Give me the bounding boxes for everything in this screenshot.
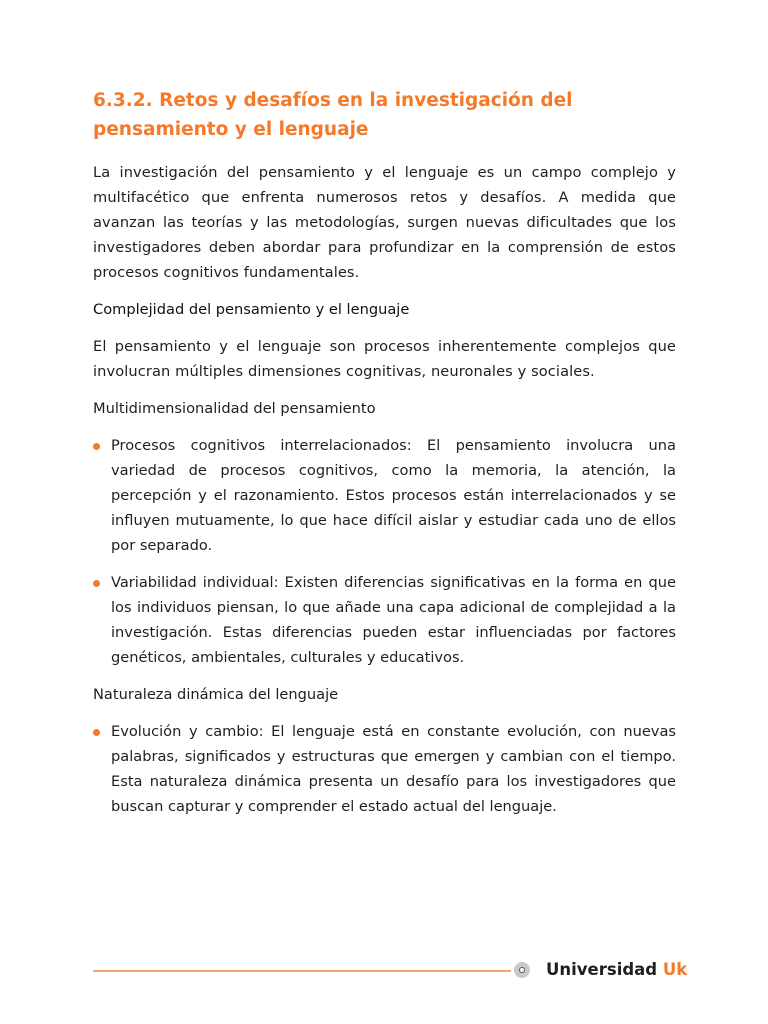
- bullet-dot-icon: [93, 729, 100, 736]
- list-item: [93, 433, 676, 558]
- multidimensionalidad-list: [93, 433, 676, 670]
- list-item: [93, 719, 676, 819]
- bullet-dot-icon: [93, 443, 100, 450]
- naturaleza-list: [93, 719, 676, 819]
- footer-divider: [93, 970, 511, 972]
- section-heading: 6.3.2. Retos y desafíos en la investigación del pensamiento y el lenguaje: [93, 90, 573, 140]
- complejidad-paragraph: El pensamiento y el lenguaje son procesos inherentemente complejos que involucran múltiples dimensiones cognitivas, neuronales y sociales.: [93, 338, 676, 380]
- circle-logo-icon: [514, 962, 530, 978]
- subheading-naturaleza: Naturaleza dinámica del lenguaje: [93, 686, 339, 703]
- document-page: [93, 86, 676, 831]
- page-footer: [93, 958, 688, 984]
- list-item: [93, 570, 676, 670]
- brand-accent: Uk: [662, 960, 688, 979]
- subheading-complejidad: Complejidad del pensamiento y el lenguaje: [93, 301, 410, 318]
- intro-paragraph: La investigación del pensamiento y el lenguaje es un campo complejo y multifacético que enfrenta numerosos retos y desafíos. A medida que avanzan las teorías y las metodologías, surgen nuevas dificultades que los investigadores deben abordar para profundizar en la comprensión de estos procesos cognitivos fundamentales.: [93, 164, 676, 281]
- list-item-text: Procesos cognitivos interrelacionados: El pensamiento involucra una variedad de procesos cognitivos, como la memoria, la atención, la percepción y el razonamiento. Estos procesos están interrelacionados y se influyen mutuamente, lo que hace difícil aislar y estudiar cada uno de ellos por separado.: [111, 437, 676, 554]
- bullet-dot-icon: [93, 580, 100, 587]
- subheading-multidimensionalidad: Multidimensionalidad del pensamiento: [93, 400, 376, 417]
- list-item-text: Evolución y cambio: El lenguaje está en constante evolución, con nuevas palabras, significados y estructuras que emergen y cambian con el tiempo. Esta naturaleza dinámica presenta un desafío para los investigadores que buscan capturar y comprender el estado actual del lenguaje.: [111, 723, 676, 815]
- brand-logo: [546, 958, 687, 982]
- list-item-text: Variabilidad individual: Existen diferencias significativas en la forma en que los individuos piensan, lo que añade una capa adicional de complejidad a la investigación. Estas diferencias pueden estar influenciadas por factores genéticos, ambientales, culturales y educativos.: [111, 574, 676, 666]
- brand-name: Universidad: [546, 960, 663, 979]
